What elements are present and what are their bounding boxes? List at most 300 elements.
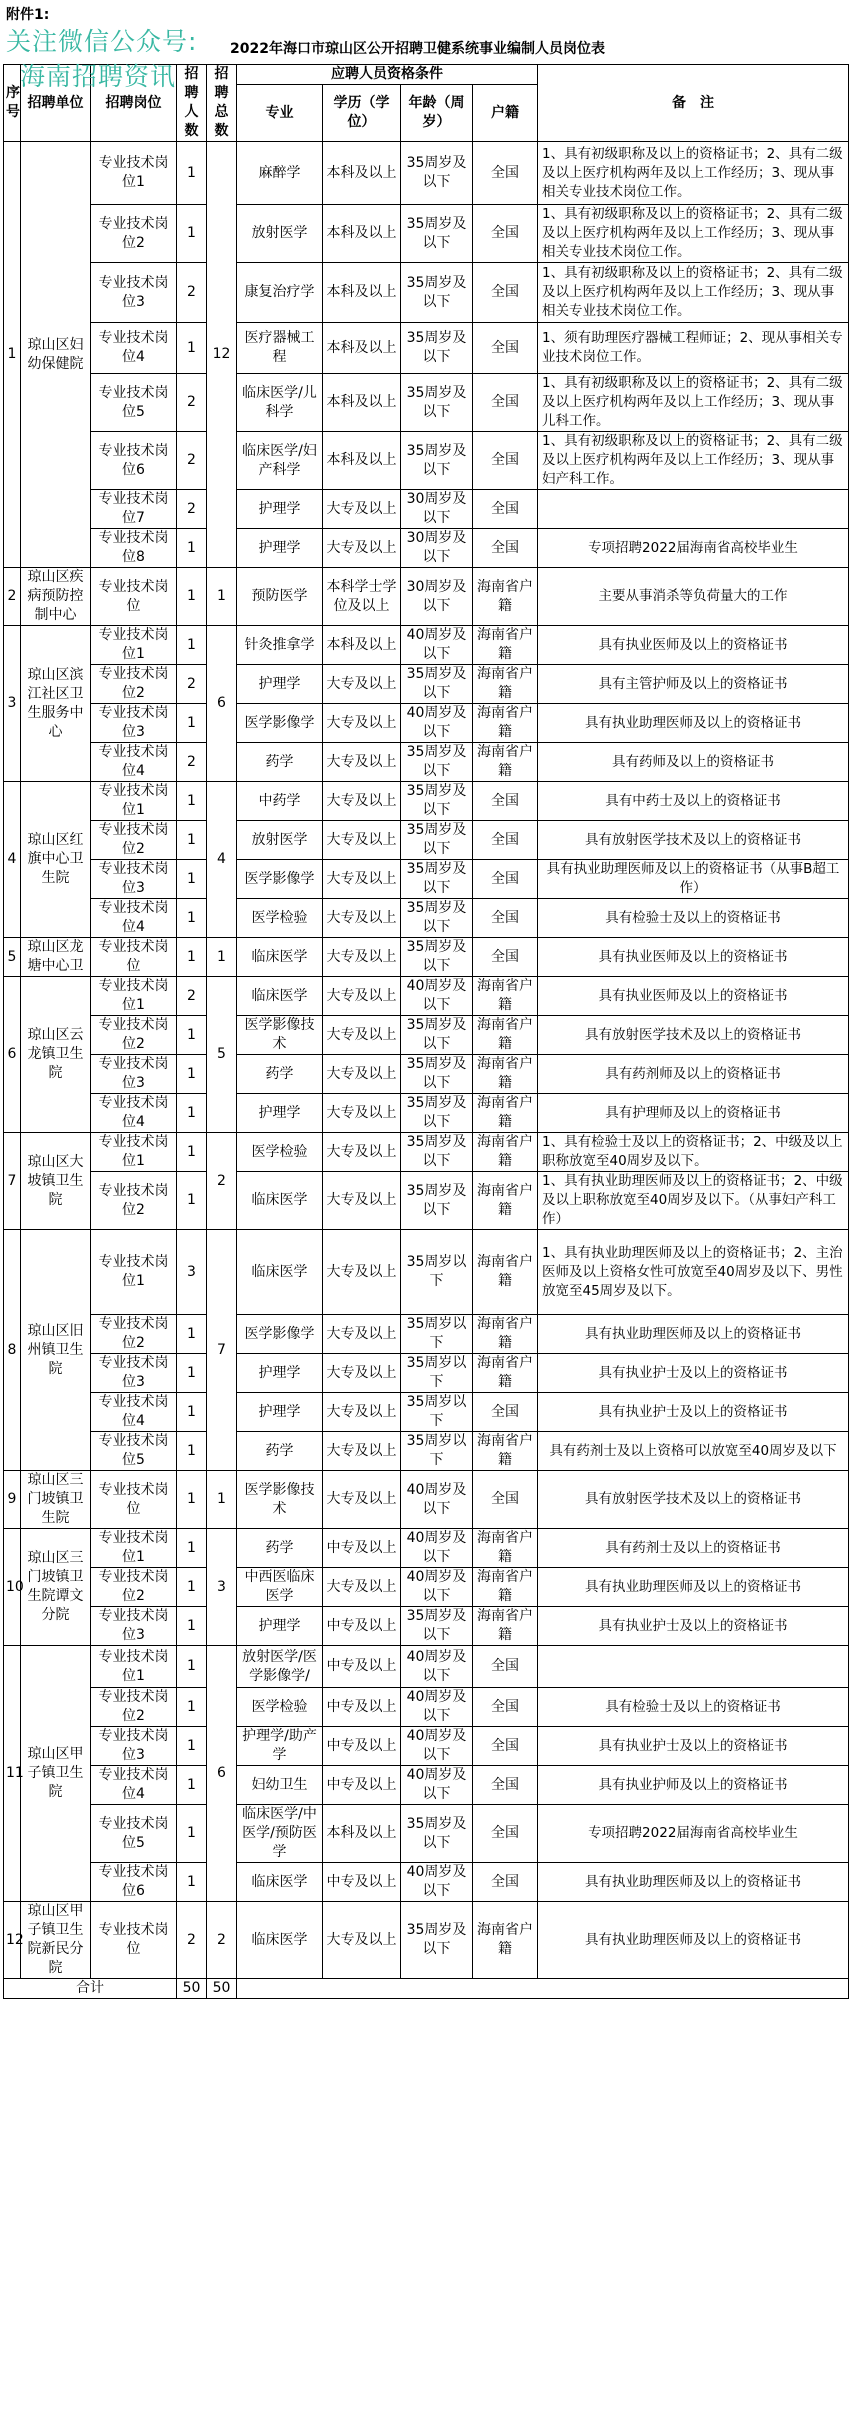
post-name: 专业技术岗位2 (91, 1172, 177, 1230)
table-row (4, 1646, 849, 1688)
post-remark: 具有执业护士及以上的资格证书 (538, 1393, 849, 1432)
post-major: 护理学 (237, 1094, 323, 1133)
unit-total: 6 (207, 626, 237, 782)
post-hukou: 全国 (473, 263, 538, 323)
post-remark: 具有执业护师及以上的资格证书 (538, 1766, 849, 1805)
post-hukou: 全国 (473, 490, 538, 529)
post-age: 40周岁及以下 (401, 977, 473, 1016)
table-row (4, 432, 849, 490)
table-row (4, 665, 849, 704)
post-name: 专业技术岗位3 (91, 1727, 177, 1766)
table-row (4, 374, 849, 432)
post-major: 临床医学 (237, 1230, 323, 1315)
post-remark: 具有执业助理医师及以上的资格证书 (538, 1902, 849, 1979)
col-conditions: 应聘人员资格条件 (237, 65, 538, 85)
post-edu: 大专及以上 (323, 821, 401, 860)
post-remark (538, 1646, 849, 1688)
post-major: 医学影像技术 (237, 1471, 323, 1529)
post-name: 专业技术岗位4 (91, 899, 177, 938)
table-row (4, 1471, 849, 1529)
post-remark: 1、具有初级职称及以上的资格证书；2、具有二级及以上医疗机构两年及以上工作经历；3、现从事相关专业技术岗位工作。 (538, 205, 849, 263)
table-row (4, 1766, 849, 1805)
unit-name: 琼山区云龙镇卫生院 (21, 977, 91, 1133)
post-age: 35周岁及以下 (401, 205, 473, 263)
post-num: 1 (177, 142, 207, 205)
post-age: 35周岁及以下 (401, 1172, 473, 1230)
total-label: 合计 (4, 1979, 177, 1999)
table-row (4, 977, 849, 1016)
post-remark: 具有执业护士及以上的资格证书 (538, 1607, 849, 1646)
post-hukou: 全国 (473, 1727, 538, 1766)
table-row (4, 1902, 849, 1979)
unit-seq: 3 (4, 626, 21, 782)
post-edu: 大专及以上 (323, 490, 401, 529)
post-major: 临床医学 (237, 977, 323, 1016)
post-num: 2 (177, 665, 207, 704)
post-num: 2 (177, 263, 207, 323)
post-edu: 本科及以上 (323, 142, 401, 205)
post-major: 麻醉学 (237, 142, 323, 205)
post-edu: 大专及以上 (323, 977, 401, 1016)
post-remark: 主要从事消杀等负荷量大的工作 (538, 568, 849, 626)
post-age: 35周岁及以下 (401, 263, 473, 323)
post-num: 2 (177, 743, 207, 782)
post-edu: 中专及以上 (323, 1688, 401, 1727)
post-num: 1 (177, 1393, 207, 1432)
unit-total: 6 (207, 1646, 237, 1902)
post-remark: 具有执业护士及以上的资格证书 (538, 1354, 849, 1393)
post-remark: 1、具有执业助理医师及以上的资格证书；2、主治医师及以上资格女性可放宽至40周岁及以下、男性放宽至45周岁及以下。 (538, 1230, 849, 1315)
unit-total: 7 (207, 1230, 237, 1471)
table-row (4, 1172, 849, 1230)
unit-seq: 11 (4, 1646, 21, 1902)
table-row (4, 1432, 849, 1471)
col-major: 专业 (237, 85, 323, 142)
unit-name: 琼山区龙塘中心卫 (21, 938, 91, 977)
post-hukou: 全国 (473, 142, 538, 205)
post-age: 30周岁及以下 (401, 529, 473, 568)
unit-total: 2 (207, 1133, 237, 1230)
post-hukou: 全国 (473, 782, 538, 821)
post-name: 专业技术岗位1 (91, 1230, 177, 1315)
post-name: 专业技术岗位5 (91, 1432, 177, 1471)
post-major: 放射医学 (237, 821, 323, 860)
post-hukou: 海南省户籍 (473, 743, 538, 782)
post-remark: 具有药师及以上的资格证书 (538, 743, 849, 782)
table-row (4, 1133, 849, 1172)
post-num: 1 (177, 938, 207, 977)
post-age: 35周岁及以下 (401, 1094, 473, 1133)
post-hukou: 全国 (473, 1766, 538, 1805)
post-remark: 1、具有初级职称及以上的资格证书；2、具有二级及以上医疗机构两年及以上工作经历；3、现从事妇产科工作。 (538, 432, 849, 490)
post-edu: 大专及以上 (323, 1094, 401, 1133)
unit-total: 1 (207, 938, 237, 977)
post-remark (538, 490, 849, 529)
post-major: 临床医学 (237, 938, 323, 977)
unit-seq: 8 (4, 1230, 21, 1471)
post-num: 2 (177, 490, 207, 529)
post-num: 1 (177, 1172, 207, 1230)
post-remark: 具有中药士及以上的资格证书 (538, 782, 849, 821)
post-name: 专业技术岗位1 (91, 1529, 177, 1568)
post-num: 1 (177, 1863, 207, 1902)
post-edu: 中专及以上 (323, 1863, 401, 1902)
post-remark: 具有药剂士及以上资格可以放宽至40周岁及以下 (538, 1432, 849, 1471)
post-name: 专业技术岗位6 (91, 1863, 177, 1902)
post-num: 3 (177, 1230, 207, 1315)
post-num: 1 (177, 704, 207, 743)
post-major: 临床医学 (237, 1172, 323, 1230)
post-hukou: 海南省户籍 (473, 1568, 538, 1607)
post-name: 专业技术岗位3 (91, 860, 177, 899)
post-hukou: 海南省户籍 (473, 1315, 538, 1354)
post-age: 35周岁以下 (401, 1315, 473, 1354)
post-hukou: 海南省户籍 (473, 1094, 538, 1133)
post-hukou: 全国 (473, 860, 538, 899)
post-major: 药学 (237, 1055, 323, 1094)
page-title: 2022年海口市琼山区公开招聘卫健系统事业编制人员岗位表 (230, 41, 605, 57)
post-num: 1 (177, 1055, 207, 1094)
post-major: 医疗器械工程 (237, 323, 323, 374)
post-name: 专业技术岗位4 (91, 1094, 177, 1133)
post-remark: 1、具有初级职称及以上的资格证书；2、具有二级及以上医疗机构两年及以上工作经历；3、现从事相关专业技术岗位工作。 (538, 263, 849, 323)
table-row (4, 821, 849, 860)
unit-name: 琼山区三门坡镇卫生院 (21, 1471, 91, 1529)
post-major: 临床医学/妇产科学 (237, 432, 323, 490)
post-edu: 大专及以上 (323, 1902, 401, 1979)
post-edu: 中专及以上 (323, 1727, 401, 1766)
post-age: 35周岁及以下 (401, 374, 473, 432)
post-edu: 大专及以上 (323, 743, 401, 782)
col-seq: 序号 (4, 65, 21, 142)
unit-total: 5 (207, 977, 237, 1133)
unit-name: 琼山区妇幼保健院 (21, 142, 91, 568)
post-edu: 本科学士学位及以上 (323, 568, 401, 626)
post-num: 1 (177, 1354, 207, 1393)
table-row (4, 899, 849, 938)
post-name: 专业技术岗位 (91, 568, 177, 626)
post-hukou: 海南省户籍 (473, 1133, 538, 1172)
post-age: 35周岁及以下 (401, 1133, 473, 1172)
post-hukou: 海南省户籍 (473, 1230, 538, 1315)
post-remark: 具有检验士及以上的资格证书 (538, 899, 849, 938)
post-edu: 大专及以上 (323, 1016, 401, 1055)
post-num: 1 (177, 1766, 207, 1805)
post-num: 1 (177, 1094, 207, 1133)
post-remark: 具有执业助理医师及以上的资格证书 (538, 1863, 849, 1902)
post-major: 康复治疗学 (237, 263, 323, 323)
col-unit: 招聘单位 (21, 65, 91, 142)
col-total: 招聘总数 (207, 65, 237, 142)
unit-seq: 5 (4, 938, 21, 977)
post-age: 40周岁及以下 (401, 626, 473, 665)
post-num: 2 (177, 374, 207, 432)
post-num: 1 (177, 821, 207, 860)
table-row (4, 1094, 849, 1133)
table-row (4, 1315, 849, 1354)
post-edu: 大专及以上 (323, 1230, 401, 1315)
post-age: 35周岁以下 (401, 1393, 473, 1432)
post-hukou: 海南省户籍 (473, 977, 538, 1016)
post-major: 医学影像学 (237, 704, 323, 743)
post-num: 1 (177, 1133, 207, 1172)
post-major: 放射医学 (237, 205, 323, 263)
post-major: 药学 (237, 1529, 323, 1568)
unit-total: 12 (207, 142, 237, 568)
post-major: 护理学 (237, 1607, 323, 1646)
post-hukou: 海南省户籍 (473, 665, 538, 704)
post-name: 专业技术岗位8 (91, 529, 177, 568)
table-row (4, 529, 849, 568)
post-age: 40周岁及以下 (401, 1471, 473, 1529)
unit-total: 1 (207, 1471, 237, 1529)
unit-name: 琼山区大坡镇卫生院 (21, 1133, 91, 1230)
post-age: 35周岁及以下 (401, 432, 473, 490)
post-hukou: 全国 (473, 205, 538, 263)
table-row (4, 1805, 849, 1863)
post-edu: 大专及以上 (323, 938, 401, 977)
post-hukou: 全国 (473, 1393, 538, 1432)
post-remark: 具有放射医学技术及以上的资格证书 (538, 1471, 849, 1529)
col-hukou: 户籍 (473, 85, 538, 142)
post-remark: 专项招聘2022届海南省高校毕业生 (538, 529, 849, 568)
unit-name: 琼山区三门坡镇卫生院谭文分院 (21, 1529, 91, 1646)
post-remark: 具有放射医学技术及以上的资格证书 (538, 821, 849, 860)
post-age: 40周岁及以下 (401, 1568, 473, 1607)
unit-total: 4 (207, 782, 237, 938)
post-hukou: 海南省户籍 (473, 1432, 538, 1471)
post-age: 35周岁及以下 (401, 782, 473, 821)
unit-name: 琼山区甲子镇卫生院新民分院 (21, 1902, 91, 1979)
post-edu: 大专及以上 (323, 1055, 401, 1094)
post-major: 临床医学 (237, 1902, 323, 1979)
post-name: 专业技术岗位1 (91, 1133, 177, 1172)
post-edu: 大专及以上 (323, 1172, 401, 1230)
post-num: 1 (177, 1727, 207, 1766)
post-num: 1 (177, 1471, 207, 1529)
table-row (4, 490, 849, 529)
post-edu: 本科及以上 (323, 432, 401, 490)
unit-total: 3 (207, 1529, 237, 1646)
post-age: 35周岁及以下 (401, 323, 473, 374)
post-num: 1 (177, 529, 207, 568)
unit-name: 琼山区旧州镇卫生院 (21, 1230, 91, 1471)
post-age: 35周岁及以下 (401, 665, 473, 704)
table-row (4, 1393, 849, 1432)
table-row (4, 1529, 849, 1568)
post-edu: 本科及以上 (323, 374, 401, 432)
table-row (4, 1607, 849, 1646)
post-name: 专业技术岗位3 (91, 1354, 177, 1393)
post-age: 40周岁及以下 (401, 1529, 473, 1568)
post-edu: 中专及以上 (323, 1646, 401, 1688)
col-edu: 学历（学位） (323, 85, 401, 142)
table-row (4, 626, 849, 665)
post-age: 40周岁及以下 (401, 704, 473, 743)
table-row (4, 782, 849, 821)
post-age: 35周岁及以下 (401, 1805, 473, 1863)
table-body (4, 142, 849, 1979)
total-num: 50 (177, 1979, 207, 1999)
post-major: 护理学 (237, 529, 323, 568)
post-major: 护理学 (237, 490, 323, 529)
annex-label: 附件1: (6, 7, 50, 23)
post-name: 专业技术岗位2 (91, 1568, 177, 1607)
post-remark: 1、具有初级职称及以上的资格证书；2、具有二级及以上医疗机构两年及以上工作经历；3、现从事相关专业技术岗位工作。 (538, 142, 849, 205)
post-edu: 大专及以上 (323, 1432, 401, 1471)
post-name: 专业技术岗位3 (91, 263, 177, 323)
post-remark: 具有执业医师及以上的资格证书 (538, 626, 849, 665)
post-age: 35周岁以下 (401, 1230, 473, 1315)
post-edu: 本科及以上 (323, 1805, 401, 1863)
post-num: 1 (177, 205, 207, 263)
post-age: 35周岁及以下 (401, 142, 473, 205)
post-major: 临床医学/中医学/预防医学 (237, 1805, 323, 1863)
table-row (4, 1727, 849, 1766)
post-num: 1 (177, 568, 207, 626)
post-num: 1 (177, 860, 207, 899)
post-remark: 具有执业护士及以上的资格证书 (538, 1727, 849, 1766)
post-remark: 1、具有执业助理医师及以上的资格证书；2、中级及以上职称放宽至40周岁及以下。（从事妇产科工作） (538, 1172, 849, 1230)
table-row (4, 568, 849, 626)
post-edu: 本科及以上 (323, 205, 401, 263)
post-major: 医学检验 (237, 1133, 323, 1172)
post-hukou: 全国 (473, 1471, 538, 1529)
post-remark: 具有主管护师及以上的资格证书 (538, 665, 849, 704)
post-hukou: 海南省户籍 (473, 704, 538, 743)
post-age: 35周岁及以下 (401, 1016, 473, 1055)
table-row (4, 1016, 849, 1055)
post-major: 药学 (237, 1432, 323, 1471)
post-edu: 大专及以上 (323, 1471, 401, 1529)
table-row (4, 743, 849, 782)
post-major: 护理学 (237, 1393, 323, 1432)
post-age: 35周岁及以下 (401, 1902, 473, 1979)
table-row (4, 1354, 849, 1393)
post-num: 1 (177, 626, 207, 665)
post-num: 1 (177, 1315, 207, 1354)
post-hukou: 全国 (473, 1646, 538, 1688)
post-age: 40周岁及以下 (401, 1766, 473, 1805)
post-hukou: 海南省户籍 (473, 1607, 538, 1646)
post-age: 35周岁及以下 (401, 860, 473, 899)
post-edu: 大专及以上 (323, 529, 401, 568)
col-num: 招聘人数 (177, 65, 207, 142)
table-row (4, 142, 849, 205)
post-remark: 1、具有初级职称及以上的资格证书；2、具有二级及以上医疗机构两年及以上工作经历；3、现从事儿科工作。 (538, 374, 849, 432)
post-hukou: 海南省户籍 (473, 626, 538, 665)
post-major: 临床医学 (237, 1863, 323, 1902)
post-edu: 本科及以上 (323, 323, 401, 374)
post-hukou: 海南省户籍 (473, 1354, 538, 1393)
post-num: 2 (177, 977, 207, 1016)
post-edu: 本科及以上 (323, 263, 401, 323)
post-remark: 具有执业助理医师及以上的资格证书 (538, 704, 849, 743)
post-remark: 具有执业医师及以上的资格证书 (538, 977, 849, 1016)
post-num: 1 (177, 323, 207, 374)
post-name: 专业技术岗位3 (91, 1607, 177, 1646)
post-hukou: 全国 (473, 899, 538, 938)
total-total: 50 (207, 1979, 237, 1999)
post-edu: 大专及以上 (323, 782, 401, 821)
post-name: 专业技术岗位2 (91, 205, 177, 263)
post-hukou: 全国 (473, 1805, 538, 1863)
table-row (4, 1055, 849, 1094)
post-major: 护理学 (237, 665, 323, 704)
watermark-text-2: 海南招聘资讯 (20, 62, 177, 91)
watermark-text-1: 关注微信公众号: (6, 27, 198, 56)
post-major: 中西医临床医学 (237, 1568, 323, 1607)
unit-total: 1 (207, 568, 237, 626)
post-age: 35周岁及以下 (401, 821, 473, 860)
post-edu: 本科及以上 (323, 626, 401, 665)
post-hukou: 海南省户籍 (473, 1016, 538, 1055)
post-major: 放射医学/医学影像学/ (237, 1646, 323, 1688)
post-num: 2 (177, 432, 207, 490)
post-remark: 1、具有检验士及以上的资格证书；2、中级及以上职称放宽至40周岁及以下。 (538, 1133, 849, 1172)
table-row (4, 1230, 849, 1315)
post-hukou: 全国 (473, 1863, 538, 1902)
post-age: 35周岁以下 (401, 1432, 473, 1471)
post-hukou: 海南省户籍 (473, 1902, 538, 1979)
unit-seq: 7 (4, 1133, 21, 1230)
post-age: 40周岁及以下 (401, 1646, 473, 1688)
post-name: 专业技术岗位 (91, 1471, 177, 1529)
post-num: 1 (177, 899, 207, 938)
table-row (4, 205, 849, 263)
post-num: 1 (177, 1805, 207, 1863)
post-major: 医学检验 (237, 1688, 323, 1727)
post-name: 专业技术岗位4 (91, 743, 177, 782)
col-post: 招聘岗位 (91, 65, 177, 142)
post-name: 专业技术岗位4 (91, 1766, 177, 1805)
post-major: 医学影像学 (237, 1315, 323, 1354)
unit-seq: 6 (4, 977, 21, 1133)
post-hukou: 海南省户籍 (473, 1172, 538, 1230)
post-hukou: 全国 (473, 529, 538, 568)
post-major: 药学 (237, 743, 323, 782)
post-major: 医学影像技术 (237, 1016, 323, 1055)
positions-table (3, 64, 849, 1999)
post-name: 专业技术岗位2 (91, 1315, 177, 1354)
post-name: 专业技术岗位2 (91, 665, 177, 704)
post-hukou: 海南省户籍 (473, 1529, 538, 1568)
table-row (4, 704, 849, 743)
post-age: 40周岁及以下 (401, 1863, 473, 1902)
post-remark: 具有执业医师及以上的资格证书 (538, 938, 849, 977)
post-hukou: 全国 (473, 374, 538, 432)
post-edu: 中专及以上 (323, 1529, 401, 1568)
post-hukou: 全国 (473, 1688, 538, 1727)
post-major: 医学检验 (237, 899, 323, 938)
post-remark: 专项招聘2022届海南省高校毕业生 (538, 1805, 849, 1863)
post-remark: 具有检验士及以上的资格证书 (538, 1688, 849, 1727)
post-num: 1 (177, 1529, 207, 1568)
unit-seq: 1 (4, 142, 21, 568)
unit-name: 琼山区疾病预防控制中心 (21, 568, 91, 626)
post-age: 40周岁及以下 (401, 1688, 473, 1727)
post-name: 专业技术岗位5 (91, 374, 177, 432)
post-name: 专业技术岗位1 (91, 977, 177, 1016)
unit-name: 琼山区甲子镇卫生院 (21, 1646, 91, 1902)
post-name: 专业技术岗位2 (91, 1688, 177, 1727)
post-age: 35周岁以下 (401, 1354, 473, 1393)
post-edu: 大专及以上 (323, 704, 401, 743)
post-name: 专业技术岗位 (91, 1902, 177, 1979)
post-major: 医学影像学 (237, 860, 323, 899)
post-remark: 具有护理师及以上的资格证书 (538, 1094, 849, 1133)
post-hukou: 全国 (473, 938, 538, 977)
